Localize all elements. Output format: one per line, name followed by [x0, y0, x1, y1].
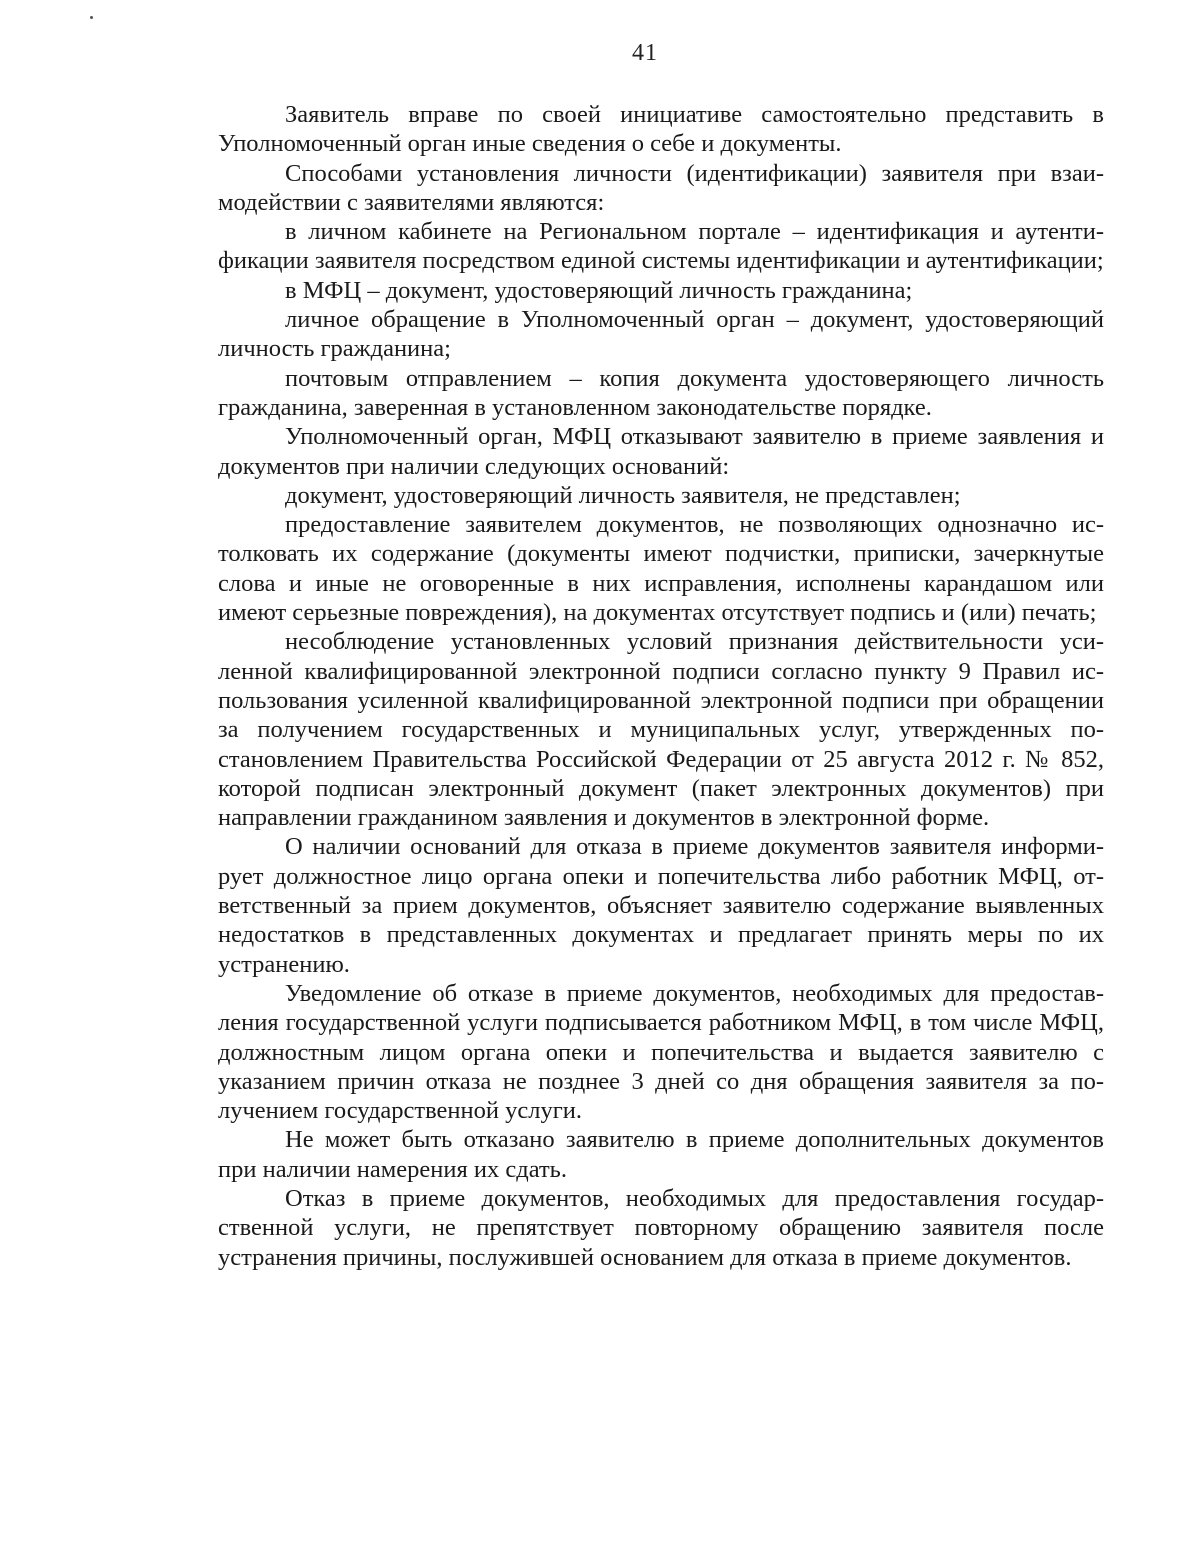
paragraph-postal-dispatch: почтовым отправлением – копия документа удостоверяющего личность гражданина, заверенная в установленном законодательстве порядке.	[218, 364, 1104, 421]
paragraph-informing-applicant: О наличии оснований для отказа в приеме документов заявителя информирует должностное лицо органа опеки и попечительства либо работник МФЦ, ответственный за прием документов, объясняет заявителю содержание выявленных недостатков в представленных документах и предлагает принять меры по их устранению.	[218, 833, 1104, 978]
paragraph-mfc-document: в МФЦ – документ, удостоверяющий личность гражданина;	[285, 276, 913, 304]
paragraph-id-not-provided: документ, удостоверяющий личность заявителя, не представлен;	[285, 481, 961, 509]
paragraph-repeat-appeal: Отказ в приеме документов, необходимых для предоставления государственной услуги, не препятствует повторному обращению заявителя после устранения причины, послужившей основанием для отказа в приеме документов.	[218, 1184, 1104, 1271]
paragraph-electronic-signature: несоблюдение установленных условий признания действительности усиленной квалифицированной электронной подписи согласно пункту 9 Правил использования усиленной квалифицированной электронной подписи при обращении за получением государственных и муниципальных услуг, утвержденных постановлением Правительства Российской Федерации от 25 августа 2012 г. № 852, которой подписан электронный документ (пакет электронных документов) при направлении гражданином заявления и документов в электронной форме.	[218, 628, 1104, 832]
paragraph-personal-appeal: личное обращение в Уполномоченный орган – документ, удостоверяющий личность гражданина;	[218, 306, 1104, 363]
paragraph-refusal-notice: Уведомление об отказе в приеме документов, необходимых для предоставления государственной услуги подписывается работником МФЦ, в том числе МФЦ, должностным лицом органа опеки и попечительства и выдается заявителю с указанием причин отказа не позднее 3 дней со дня обращения заявителя за получением государственной услуги.	[218, 979, 1104, 1125]
paragraph-regional-portal: в личном кабинете на Региональном портале – идентификация и аутентификации заявителя посредством единой системы идентификации и аутентификации;	[218, 218, 1104, 275]
paragraph-ambiguous-documents: предоставление заявителем документов, не позволяющих однозначно истолковать их содержание (документы имеют подчистки, приписки, зачеркнутые слова и иные не оговоренные в них исправления, исполнены карандашом или имеют серьезные повреждения), на документах отсутствует подпись и (или) печать;	[218, 511, 1104, 627]
paragraph-refusal-grounds: Уполномоченный орган, МФЦ отказывают заявителю в приеме заявления и документов при наличии следующих оснований:	[218, 423, 1104, 480]
paragraph-additional-documents: Не может быть отказано заявителю в приеме дополнительных документов при наличии намерения их сдать.	[218, 1126, 1104, 1183]
page-number: 41	[632, 40, 658, 66]
paragraph-applicant-right: Заявитель вправе по своей инициативе самостоятельно представить в Уполномоченный орган иные сведения о себе и документы.	[218, 101, 1104, 158]
document-body	[218, 100, 1104, 1272]
scan-speck	[90, 16, 93, 19]
paragraph-identification-methods: Способами установления личности (идентификации) заявителя при взаимодействии с заявителями являются:	[218, 159, 1104, 216]
